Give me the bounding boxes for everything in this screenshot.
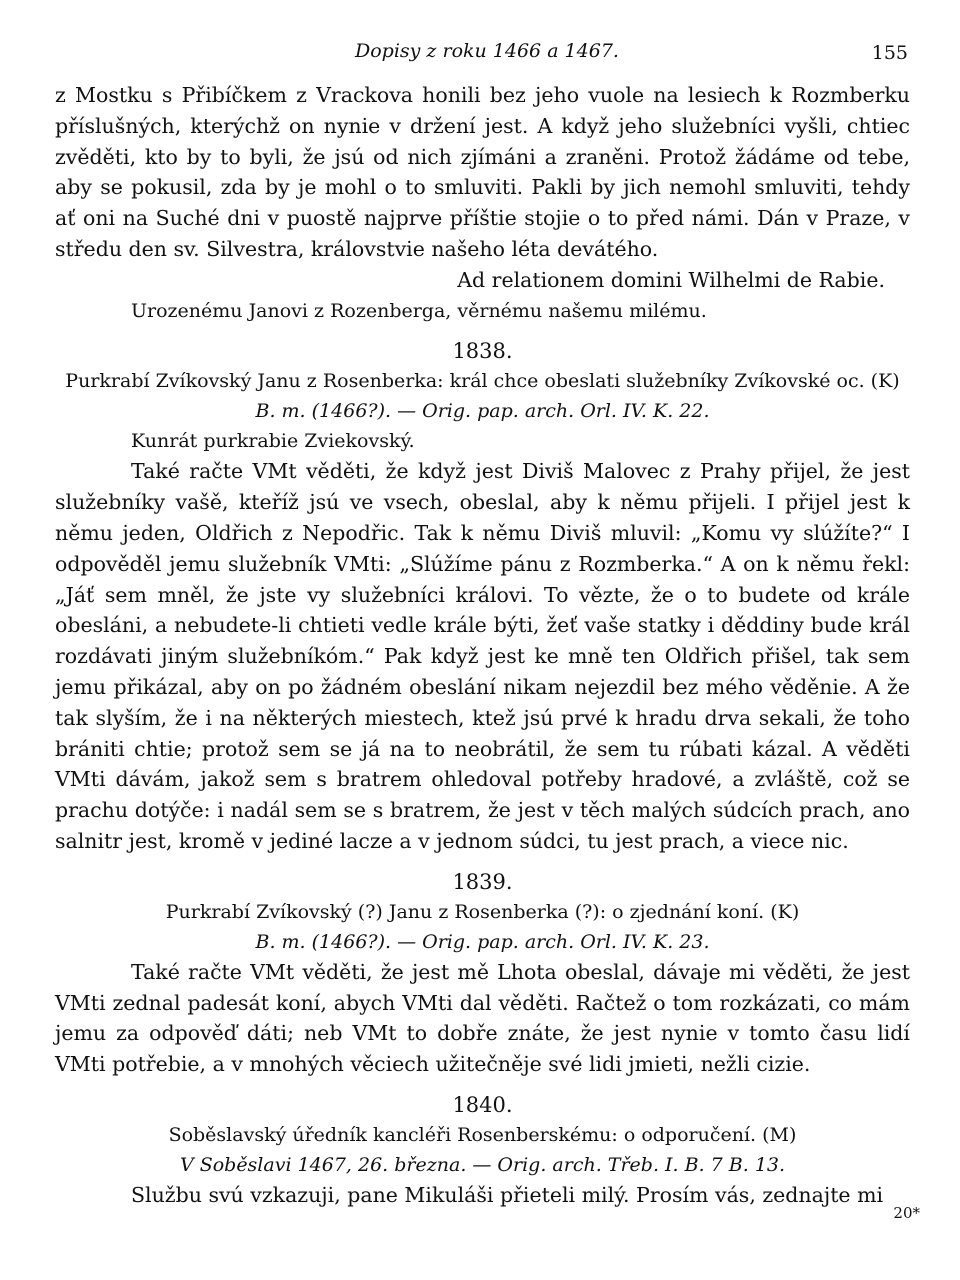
letter-regest-1840: Soběslavský úředník kancléři Rosenberskému: o odporučení. (M) — [168, 1123, 797, 1146]
running-head — [55, 30, 910, 70]
letter-address: Urozenému Janovi z Rozenberga, věrnému našemu milému. — [131, 299, 707, 322]
letter-regest-1839: Purkrabí Zvíkovský (?) Janu z Rosenberka (?): o zjednání koní. (K) — [165, 900, 800, 923]
letter-source-1838: B. m. (1466?). — Orig. pap. arch. Orl. IV. K. 22. — [255, 400, 710, 423]
intro-paragraph: z Mostku s Přibíčkem z Vrackova honili bez jeho vuole na lesiech k Rozmberku příslušných, kterýchž on nynie v držení jest. A když jeho služebníci vyšli, chtiec zvěděti, kto by to byli, že jsú od nich zjímáni a zraněni. Protož žádáme od tebe, aby se pokusil, zda by je mohl o to smluviti. Pakli by jich nemohl smluviti, tehdy ať oni na Suché dni v puostě najprve příštie stojie o to před námi. Dán v Praze, v středu den sv. Silvestra, královstvie našeho léta devátého. — [55, 83, 910, 261]
letter-regest-1838: Purkrabí Zvíkovský Janu z Rosenberka: král chce obeslati služebníky Zvíkovské oc. (K) — [65, 370, 900, 393]
signature-mark: 20* — [893, 1204, 920, 1222]
running-title: Dopisy z roku 1466 a 1467. — [355, 40, 619, 62]
letter-text-1838: Také račte VMt věděti, že když jest Diviš Malovec z Prahy přijel, že jest služebníky vašě, kteříž jsú ve vsech, obeslal, aby k němu přijeli. I přijel jest k němu jeden, Oldřich z Nepodřic. Tak k němu Diviš mluvil: „Komu vy slúžíte?“ I odpověděl jemu služebník VMti: „Slúžíme pánu z Rozmberka.“ A on k němu řekl: „Jáť sem mněl, že jste vy služebníci královi. To vězte, že o to budete od krále obesláni, a nebudete-li chtieti vedle krále býti, žeť vaše statky i děddiny bude král rozdávati jiným služebníkóm.“ Pak když jest ke mně ten Oldřich přišel, tak sem jemu přikázal, aby on po žádném obeslání nikam nejezdil bez mého věděnie. A že tak slyším, že i na některých miestech, ktež jsú prvé k hradu drva sekali, že toho brániti chtie; protož sem se já na to neobrátil, že sem tu rúbati kázal. A věděti VMti dávám, jakož sem s bratrem ohledoval potřeby hradové, a zvláště, což se prachu dotýče: i nadál sem se s bratrem, že jest v těch malých súdcích prach, ano salnitr jest, kromě v jediné lacze a v jednom súdci, tu jest prach, a viece nic. — [55, 459, 910, 853]
document-page — [55, 30, 910, 1211]
letter-number-1839: 1839. — [452, 869, 513, 894]
letter-source-1839: B. m. (1466?). — Orig. pap. arch. Orl. IV. K. 23. — [255, 930, 710, 953]
page-number: 155 — [871, 42, 908, 64]
relation-note: Ad relationem domini Wilhelmi de Rabie. — [457, 267, 885, 292]
letter-number-1840: 1840. — [452, 1092, 513, 1117]
letter-source-1840: V Soběslavi 1467, 26. března. — Orig. arch. Třeb. I. B. 7 B. 13. — [179, 1153, 786, 1176]
letter-text-1839: Také račte VMt věděti, že jest mě Lhota obeslal, dávaje mi věděti, že jest VMti zednal padesát koní, abych VMti dal věděti. Račtež o tom rozkázati, co mám jemu za odpověď dáti; neb VMt to dobře znáte, že jest nynie v tomto času lidí VMti potřebie, a v mnohých věciech užitečněje své lidi jmieti, nežli cizie. — [55, 959, 910, 1077]
letter-text-1840: Službu svú vzkazuji, pane Mikuláši přieteli milý. Prosím vás, zednajte mi — [131, 1182, 884, 1207]
letter-signature-1838: Kunrát purkrabie Zviekovský. — [131, 430, 415, 453]
letter-number-1838: 1838. — [452, 339, 513, 364]
